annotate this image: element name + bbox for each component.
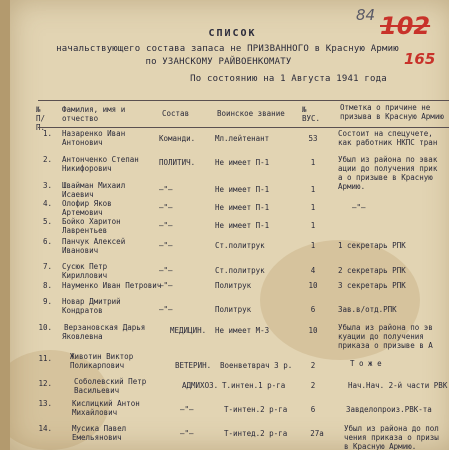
row-rank: Политрук — [215, 281, 252, 290]
row-staff: —"— — [159, 266, 173, 275]
row-vus: 2 — [310, 381, 316, 390]
row-note-cont: ации до получения прик — [338, 164, 438, 173]
row-note-cont: Армию. — [338, 182, 366, 191]
row-note: Убыл из района по эвак — [338, 155, 438, 164]
pencil-annotation: 84 — [356, 6, 376, 24]
row-staff: МЕДИЦИН. — [170, 326, 207, 335]
row-note: Убыла из района по эв — [338, 323, 433, 332]
row-number: 11. — [38, 354, 52, 363]
row-patronymic: Яковлевна — [62, 332, 103, 341]
column-header-note: Отметка о причине не призыва в Красную Армию — [340, 103, 444, 121]
row-name: Мусика Павел — [72, 424, 127, 433]
row-vus: 1 — [310, 203, 316, 212]
row-note-cont: а о призыве в Красную — [338, 173, 433, 182]
row-staff: —"— — [159, 221, 173, 230]
row-patronymic: Васильевич — [74, 386, 120, 395]
row-note: Т о ж е — [350, 359, 382, 368]
row-vus: 1 — [310, 158, 316, 167]
row-patronymic: Никифорович — [62, 164, 112, 173]
row-note: Нач.Нач. 2-й части РВК — [348, 381, 448, 390]
row-staff: —"— — [180, 405, 194, 414]
row-rank: Ст.политрук — [215, 266, 265, 275]
row-vus: 6 — [310, 305, 316, 314]
row-name: Олофир Яков — [62, 199, 112, 208]
row-name: Сусюк Петр — [62, 262, 108, 271]
row-rank: Не имеет П-1 — [215, 221, 270, 230]
row-staff: —"— — [180, 429, 194, 438]
row-note: Завделопроиз.РВК-та — [346, 405, 432, 414]
row-vus: 6 — [310, 405, 316, 414]
row-patronymic: Исаевич — [62, 190, 94, 199]
document-date: По состоянию на 1 Августа 1941 года — [190, 74, 387, 84]
row-rank: Мл.лейтенант — [215, 134, 270, 143]
row-patronymic: Емельянович — [72, 433, 122, 442]
row-name: Антонченко Степан — [62, 155, 139, 164]
red-archive-number: 102 — [380, 12, 431, 40]
column-header-staff: Состав — [162, 109, 190, 118]
row-rank: Т-интед.2 р-га — [224, 429, 288, 438]
table-top-rule — [38, 100, 449, 101]
row-rank: Т-интен.2 р-га — [224, 405, 288, 414]
row-vus: 27а — [310, 429, 324, 438]
row-staff: —"— — [159, 241, 173, 250]
row-note: Убыл из района до пол — [344, 424, 439, 433]
table-row — [10, 399, 449, 425]
row-note: Состоит на спецучете, — [338, 129, 433, 138]
row-staff: ПОЛИТИЧ. — [159, 158, 196, 167]
row-note-cont: приказа о призыве в А — [338, 341, 433, 350]
table-row — [10, 352, 449, 378]
row-note-cont: чения приказа о призы — [344, 433, 439, 442]
row-number: 8. — [42, 281, 52, 290]
row-patronymic: Артемович — [62, 208, 103, 217]
row-patronymic: Лаврентьев — [62, 226, 108, 235]
row-staff: —"— — [159, 305, 173, 314]
row-name: Швайман Михаил — [62, 181, 126, 190]
table-row — [10, 424, 449, 450]
column-header-rank: Воинское звание — [217, 109, 285, 118]
row-staff: АДМИХОЗ. — [182, 381, 219, 390]
row-number: 4. — [42, 199, 52, 208]
row-name: Бойко Харитон — [62, 217, 121, 226]
row-patronymic: Иванович — [62, 246, 99, 255]
row-note-cont: как работник НКПС тран — [338, 138, 438, 147]
row-rank: Не имеет П-1 — [215, 158, 270, 167]
row-name: Новар Дмитрий — [62, 297, 121, 306]
table-header-rule — [38, 127, 449, 128]
row-note: Зав.в/отд.РПК — [338, 305, 397, 314]
table-row — [10, 129, 449, 155]
document-title: СПИСОК — [208, 28, 257, 39]
row-number: 10. — [38, 323, 52, 332]
document-subtitle-line2: по УЗАНСКОМУ РАЙВОЕНКОМАТУ — [145, 57, 292, 67]
row-staff: ВЕТЕРИН. — [175, 361, 212, 370]
row-name: Науменко Иван Петрович — [62, 281, 162, 290]
row-number: 6. — [42, 237, 52, 246]
row-patronymic: Поликарпович — [70, 361, 125, 370]
row-patronymic: Михайлович — [72, 408, 118, 417]
table-row — [10, 323, 449, 349]
row-vus: 4 — [310, 266, 316, 275]
row-patronymic: Кириллович — [62, 271, 108, 280]
row-number: 3. — [42, 181, 52, 190]
row-name: Кислицкий Антон — [72, 399, 140, 408]
row-note: —"— — [352, 203, 366, 212]
row-staff: —"— — [159, 203, 173, 212]
row-name: Назаренко Иван — [62, 129, 126, 138]
row-name: Соболевский Петр — [74, 377, 147, 386]
row-number: 2. — [42, 155, 52, 164]
row-rank: Политрук — [215, 305, 252, 314]
row-rank: Не имеет П-1 — [215, 185, 270, 194]
table-row — [10, 237, 449, 263]
row-vus: 10 — [308, 281, 318, 290]
document-sheet — [10, 0, 449, 450]
row-number: 7. — [42, 262, 52, 271]
row-rank: Т.интен.1 р-га — [222, 381, 286, 390]
table-row — [10, 297, 449, 323]
row-note-cont: куации до получения — [338, 332, 424, 341]
row-rank: Не имеет М-3 — [215, 326, 270, 335]
row-rank: Военветврач 3 р. — [220, 361, 293, 370]
row-staff: Команди. — [159, 134, 196, 143]
red-archive-number-secondary: 165 — [404, 50, 436, 68]
column-header-vus: № ВУС. — [302, 105, 321, 123]
row-note: 2 секретарь РПК — [338, 266, 406, 275]
row-vus: 1 — [310, 241, 316, 250]
row-patronymic: Антонович — [62, 138, 103, 147]
row-name: Животин Виктор — [70, 352, 134, 361]
row-vus: 1 — [310, 221, 316, 230]
row-number: 14. — [38, 424, 52, 433]
row-name: Верзановская Дарья — [64, 323, 146, 332]
row-rank: Не имеет П-1 — [215, 203, 270, 212]
row-number: 12. — [38, 379, 52, 388]
row-vus: 10 — [308, 326, 318, 335]
row-vus: 1 — [310, 185, 316, 194]
row-staff: —"— — [159, 185, 173, 194]
row-number: 13. — [38, 399, 52, 408]
row-rank: Ст.политрук — [215, 241, 265, 250]
row-note: 1 секретарь РПК — [338, 241, 406, 250]
document-subtitle: начальствующего состава запаса не ПРИЗВАННОГО в Красную Армию — [56, 44, 399, 54]
row-note-cont: в Красную Армию. — [344, 442, 417, 450]
column-header-name: Фамилия, имя и отчество — [62, 105, 126, 123]
row-number: 1. — [42, 129, 52, 138]
row-name: Панчук Алексей — [62, 237, 126, 246]
row-vus: 2 — [310, 361, 316, 370]
column-header-num: № П/П. — [36, 105, 46, 132]
row-staff: —"— — [159, 281, 173, 290]
row-number: 9. — [42, 297, 52, 306]
row-vus: 53 — [308, 134, 318, 143]
row-number: 5. — [42, 217, 52, 226]
row-patronymic: Кондратов — [62, 306, 103, 315]
row-note: 3 секретарь РПК — [338, 281, 406, 290]
